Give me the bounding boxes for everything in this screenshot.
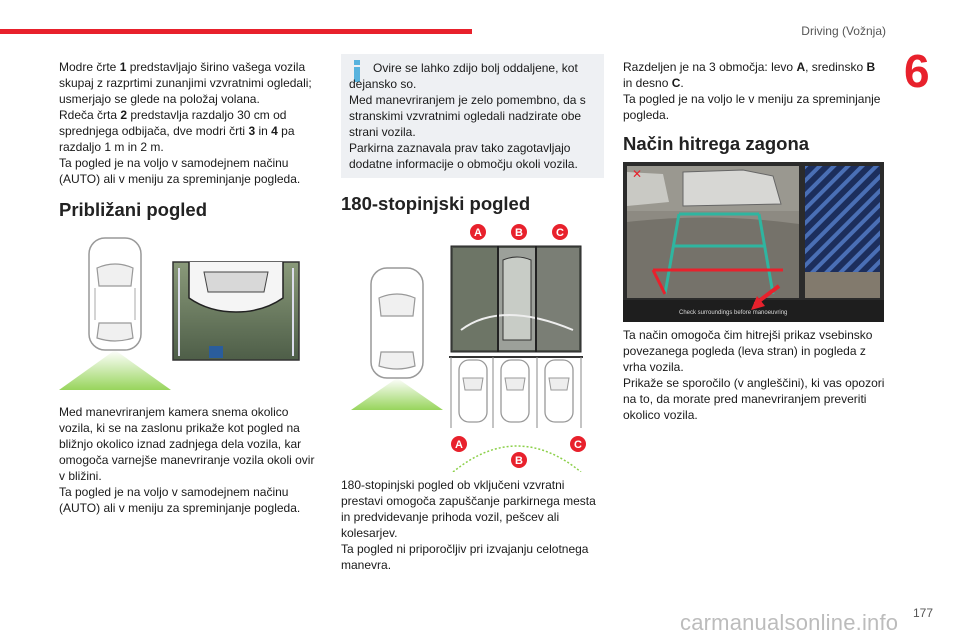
label-c-top <box>552 224 568 240</box>
svg-text:C: C <box>556 227 564 239</box>
col2-180-text <box>341 477 604 573</box>
180-camera-screen <box>451 246 581 352</box>
top-view-hatched <box>805 166 880 272</box>
label-c-bottom <box>570 436 586 452</box>
label-b-bottom <box>511 452 527 468</box>
section-title: Driving (Vožnja) <box>801 24 886 38</box>
camera-view-cone <box>351 378 443 410</box>
col1-zoom-text <box>59 404 321 516</box>
svg-text:B: B <box>515 455 523 467</box>
zoom-view-illustration <box>59 228 321 398</box>
parking-row <box>449 357 583 428</box>
label-b-top <box>511 224 527 240</box>
info-box <box>341 54 604 178</box>
col1-paragraph-2: Med manevriranjem kamera snema okolico vozila, ki se na zaslonu prikaže kot pogled na bližnjo okolico iznad zadnjega dela vozila, kar omogoča varnejše manevriranje vozila okoli ovir v bližini. Ta pogled je na voljo v samodejnem načinu (AUTO) ali v meniju za spreminjanje pogleda. <box>59 405 315 515</box>
warning-message: Check surroundings before manoeuvring <box>679 310 788 316</box>
top-accent-bar <box>0 29 472 34</box>
label-a-top <box>470 224 486 240</box>
chapter-number: 6 <box>904 45 930 97</box>
col1-intro-text <box>59 59 321 187</box>
svg-text:A: A <box>474 227 482 239</box>
heading-zoom-view: Približani pogled <box>59 199 208 220</box>
svg-text:B: B <box>515 227 523 239</box>
heading-180-view: 180-stopinjski pogled <box>341 193 531 214</box>
col1-paragraph-1: Modre črte 1 predstavljajo širino vašega vozila skupaj z razprtimi zunanjimi vzvratnimi ogledali; usmerjajo se glede na položaj volana. Rdeča črta 2 predstavlja razdaljo 30 cm od sprednjega odbijača, dve modri črti 3 in 4 pa razdaljo 1 m in 2 m. Ta pogled je na voljo v samodejnem načinu (AUTO) ali v meniju za spreminjanje pogleda. <box>59 60 312 186</box>
label-a-bottom <box>451 436 467 452</box>
close-icon: ✕ <box>632 167 643 181</box>
col3-quick-start-text <box>623 327 885 423</box>
svg-text:A: A <box>455 439 463 451</box>
car-top-icon <box>89 238 141 350</box>
quick-start-screen <box>623 162 884 322</box>
svg-text:C: C <box>574 439 582 451</box>
heading-quick-start: Način hitrega zagona <box>623 133 810 154</box>
col3-intro-text <box>623 59 885 123</box>
180-view-illustration <box>341 220 604 472</box>
watermark: carmanualsonline.info <box>680 610 899 635</box>
info-text: Ovire se lahko zdijo bolj oddaljene, kot dejansko so. Med manevriranjem je zelo pomembno, da s stranskimi vzvratnimi ogledali nadzirate obe strani vozila. Parkirna zaznavala prav tako zagotavljajo dodatne informacije o območju okoli vozila. <box>349 61 586 171</box>
zoom-camera-screen <box>173 262 299 360</box>
page-number: 177 <box>913 606 934 620</box>
col3-paragraph-1: Razdeljen je na 3 območja: levo A, sredinsko B in desno C. Ta pogled je na voljo le v meniju za spreminjanje pogleda. <box>623 60 881 122</box>
car-top-icon <box>371 268 423 378</box>
col2-paragraph-1: 180-stopinjski pogled ob vključeni vzvratni prestavi omogoča zapuščanje parkirnega mesta in predvidevanje prihoda vozil, pešcev ali kolesarjev. Ta pogled ni priporočljiv pri izvajanju celotnega manevra. <box>341 478 596 572</box>
col3-paragraph-2: Ta način omogoča čim hitrejši prikaz vsebinsko povezanega pogleda (leva stran) in pogleda z vrha vozila. Prikaže se sporočilo (v angleščini), ki vas opozori na to, da morate pred manevriranjem preveriti okolico vozila. <box>623 328 885 422</box>
camera-view-cone <box>59 350 171 390</box>
